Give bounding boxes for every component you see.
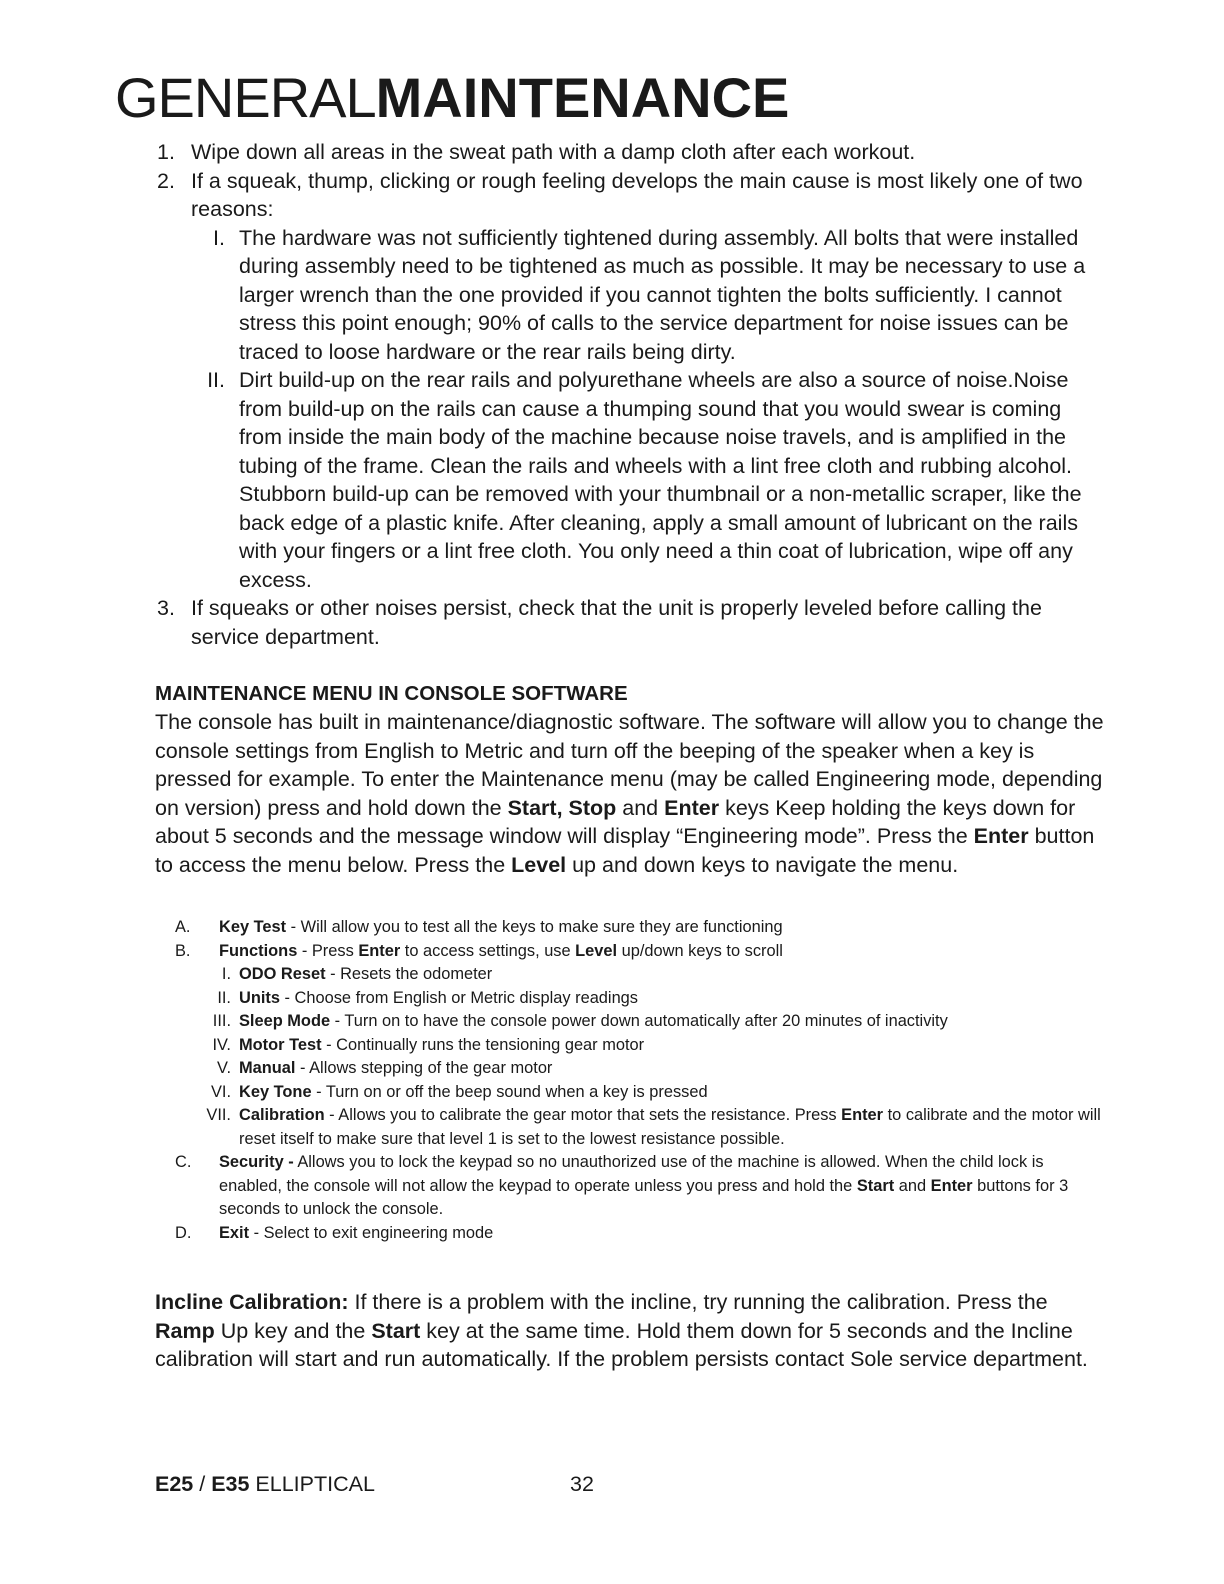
item-desc: and (894, 1176, 931, 1195)
title-bold: MAINTENANCE (375, 66, 790, 129)
text-run: button to access the menu below. Press the (155, 824, 1095, 877)
item-label: Exit (219, 1223, 250, 1242)
functions-list (206, 963, 1105, 1151)
item-desc: Allows you to lock the keypad so no unauthorized use of the machine is allowed. When the child lock is enabled, the console will not allow the keypad to operate unless you press and hold the (219, 1153, 1044, 1195)
menu-item-key-test (175, 916, 1105, 940)
model-e25: E25 (155, 1472, 194, 1496)
step-number: 3. (157, 596, 175, 620)
step-3 (155, 594, 1105, 651)
product-name: ELLIPTICAL (249, 1472, 375, 1496)
item-desc: - Will allow you to test all the keys to make sure they are functioning (286, 918, 783, 936)
page-title (115, 68, 789, 128)
incline-label: Incline Calibration: (155, 1290, 349, 1314)
maintenance-menu-list (175, 916, 1105, 1245)
item-label: Sleep Mode (239, 1012, 331, 1030)
function-item (212, 1010, 1105, 1034)
menu-item-exit (175, 1222, 1105, 1246)
item-number: I. (221, 965, 231, 983)
text-run: If there is a problem with the incline, try running the calibration. Press the (348, 1290, 1048, 1314)
maintenance-steps (155, 138, 1105, 651)
item-desc: - Select to exit engineering mode (249, 1223, 494, 1242)
item-label: Security - (219, 1153, 294, 1171)
level-key-label: Level (511, 852, 567, 877)
item-label: Calibration (239, 1106, 325, 1124)
incline-calibration-section (155, 1288, 1105, 1374)
enter-key-label: Enter (973, 824, 1029, 848)
item-letter: C. (175, 1153, 192, 1171)
item-desc: - Choose from English or Metric display readings (279, 988, 638, 1007)
item-letter: A. (175, 918, 191, 936)
item-desc: - Press (297, 941, 359, 960)
ramp-key-label: Ramp (155, 1318, 215, 1343)
function-item-calibration (206, 1104, 1105, 1151)
model-e35: E35 (211, 1472, 250, 1496)
function-item (210, 1081, 1105, 1105)
console-section (155, 680, 1105, 879)
menu-item-functions (175, 940, 1105, 1152)
page-number: 32 (570, 1472, 594, 1496)
text-run: key at the same time. Hold them down for 5 seconds and the Incline calibration will start and run automatically. If the problem persists contact Sole service department. (155, 1318, 1088, 1371)
step-number: 1. (157, 140, 175, 164)
item-number: VI. (210, 1082, 231, 1101)
item-number: IV. (212, 1035, 231, 1054)
item-number: V. (217, 1059, 231, 1077)
item-desc: to access settings, use (400, 941, 576, 960)
item-label: Motor Test (239, 1035, 322, 1054)
item-desc: - Allows you to calibrate the gear motor that sets the resistance. Press (324, 1106, 842, 1124)
console-paragraph (155, 708, 1105, 879)
item-desc: up/down keys to scroll (617, 941, 783, 960)
step-text: If squeaks or other noises persist, check that the unit is properly leveled before calling the service department. (191, 596, 1042, 649)
step-2 (155, 167, 1105, 595)
text-run: Up key and the (214, 1318, 372, 1343)
level-key-label: Level (575, 941, 618, 960)
footer-model (155, 1470, 375, 1498)
reason-text: Dirt build-up on the rear rails and polyurethane wheels are also a source of noise.Noise from build-up on the rails can cause a thumping sound that you would swear is coming from inside the main body of the machine because noise travels, and is amplified in the tubing of the frame. Clean the rails and wheels with a lint free cloth and rubbing alcohol. Stubborn build-up can be removed with your thumbnail or a non-metallic scraper, like the back edge of a plastic knife. After cleaning, apply a small amount of lubricant on the rails with your fingers or a lint free cloth. You only need a thin coat of lubrication, wipe off any excess. (239, 368, 1082, 592)
noise-reasons (191, 224, 1105, 595)
reason-text: The hardware was not sufficiently tightened during assembly. All bolts that were installed during assembly need to be tightened as much as possible. It may be necessary to use a larger wrench than the one provided if you cannot tighten the bolts sufficiently. I cannot stress this point enough; 90% of calls to the service department for noise issues can be traced to loose hardware or the rear rails being dirty. (239, 225, 1086, 364)
item-letter: D. (175, 1223, 192, 1242)
function-item (212, 1034, 1105, 1058)
menu-item-security (175, 1151, 1105, 1222)
text-run: , (556, 795, 569, 820)
item-desc: to calibrate and the motor will reset itself to make sure that level 1 is set to the lowest resistance possible. (239, 1106, 1101, 1148)
reason-number: II. (207, 368, 225, 392)
item-label: Units (239, 988, 280, 1007)
enter-key-label: Enter (664, 795, 720, 820)
item-label: Functions (219, 941, 298, 960)
step-number: 2. (157, 168, 175, 193)
item-label: Key Test (219, 918, 287, 936)
text-run: up and down keys to navigate the menu. (566, 852, 959, 877)
item-label: ODO Reset (239, 965, 326, 983)
enter-key-label: Enter (930, 1176, 973, 1195)
enter-key-label: Enter (358, 941, 401, 960)
start-key-label: Start (856, 1176, 895, 1195)
function-item (219, 1057, 1105, 1081)
item-label: Key Tone (239, 1082, 312, 1101)
item-desc: - Turn on to have the console power down automatically after 20 minutes of inactivity (330, 1012, 948, 1030)
item-desc: - Continually runs the tensioning gear motor (321, 1035, 645, 1054)
item-desc: - Turn on or off the beep sound when a key is pressed (311, 1082, 708, 1101)
incline-paragraph (155, 1288, 1105, 1374)
text-run: The console has built in maintenance/diagnostic software. The software will allow you to change the console settings from English to Metric and turn off the beeping of the speaker when a key is pressed for example. To enter the Maintenance menu (may be called Engineering mode, depending on version) press and hold down the (155, 710, 1104, 820)
text-run: and (616, 795, 665, 820)
reason-number: I. (213, 225, 225, 250)
function-item (219, 963, 1105, 987)
start-key-label: Start (507, 795, 557, 820)
step-text: Wipe down all areas in the sweat path with a damp cloth after each workout. (191, 140, 916, 164)
item-desc: - Resets the odometer (325, 965, 493, 983)
item-number: III. (212, 1012, 231, 1030)
model-separator: / (193, 1472, 212, 1496)
item-desc: buttons for 3 seconds to unlock the console. (219, 1176, 1069, 1218)
function-item (219, 987, 1105, 1011)
enter-key-label: Enter (841, 1106, 884, 1124)
step-1 (155, 138, 1105, 167)
start-key-label: Start (371, 1318, 421, 1343)
item-letter: B. (175, 941, 191, 960)
step-text: If a squeak, thump, clicking or rough feeling develops the main cause is most likely one of two reasons: (191, 168, 1083, 221)
text-run: keys Keep holding the keys down for about 5 seconds and the message window will display “Engineering mode”. Press the (155, 795, 1076, 848)
reason-1 (191, 224, 1105, 367)
reason-2 (191, 366, 1105, 594)
item-label: Manual (239, 1059, 296, 1077)
item-desc: - Allows stepping of the gear motor (295, 1059, 553, 1077)
section-heading: MAINTENANCE MENU IN CONSOLE SOFTWARE (155, 682, 628, 705)
stop-key-label: Stop (568, 795, 617, 820)
title-light: GENERAL (115, 66, 376, 129)
item-number: VII. (206, 1106, 231, 1124)
item-number: II. (217, 988, 231, 1007)
